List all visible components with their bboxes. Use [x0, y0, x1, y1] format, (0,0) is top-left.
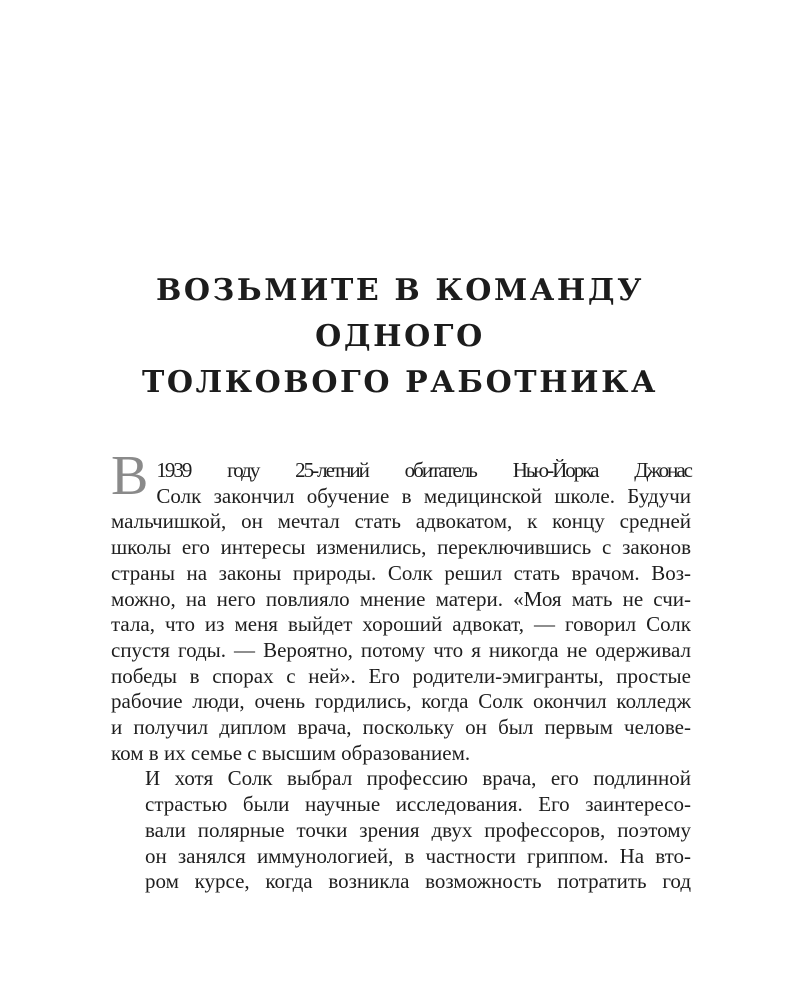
chapter-title — [60, 268, 740, 406]
text-line: рабочие люди, очень гордились, когда Солк окончил колледж — [111, 689, 691, 714]
drop-cap: В — [111, 445, 149, 507]
text-line: И хотя Солк выбрал профессию врача, его подлинной — [145, 766, 691, 791]
text-line: мальчишкой, он мечтал стать адвокатом, к концу средней — [111, 509, 691, 534]
text-line: страстью были научные исследования. Его заинтересо- — [145, 792, 691, 817]
chapter-body — [111, 445, 691, 895]
text-line: школы его интересы изменились, переключившись с законов — [111, 535, 691, 560]
chapter-title-line-1: ВОЗЬМИТЕ В КОМАНДУ — [155, 273, 645, 308]
text-line: ком в их семье с высшим образованием. — [111, 740, 471, 765]
text-line: он занялся иммунологией, в частности гриппом. На вто- — [145, 843, 691, 868]
text-line: страны на законы природы. Солк решил стать врачом. Воз- — [111, 560, 691, 585]
text-line: можно, на него повлияло мнение матери. «Моя мать не счи- — [111, 586, 691, 611]
text-line: вали полярные точки зрения двух профессоров, поэтому — [145, 817, 691, 842]
paragraph-2 — [111, 766, 691, 895]
text-line: Солк закончил обучение в медицинской школе. Будучи — [156, 483, 691, 508]
text-line: спустя годы. — Вероятно, потому что я никогда не одерживал — [111, 637, 691, 662]
text-line: победы в спорах с ней». Его родители-эмигранты, простые — [111, 663, 691, 688]
paragraph-1 — [111, 445, 691, 766]
chapter-title-line-3: ТОЛКОВОГО РАБОТНИКА — [141, 365, 659, 400]
chapter-title-line-2: ОДНОГО — [315, 319, 485, 354]
text-line: 1939 году 25-летний обитатель Нью-Йорка Джонас — [156, 458, 691, 482]
text-line: ром курсе, когда возникла возможность потратить год — [145, 869, 691, 894]
text-line: тала, что из меня выйдет хороший адвокат, — говорил Солк — [111, 612, 691, 637]
text-line: и получил диплом врача, поскольку он был первым челове- — [111, 715, 691, 740]
